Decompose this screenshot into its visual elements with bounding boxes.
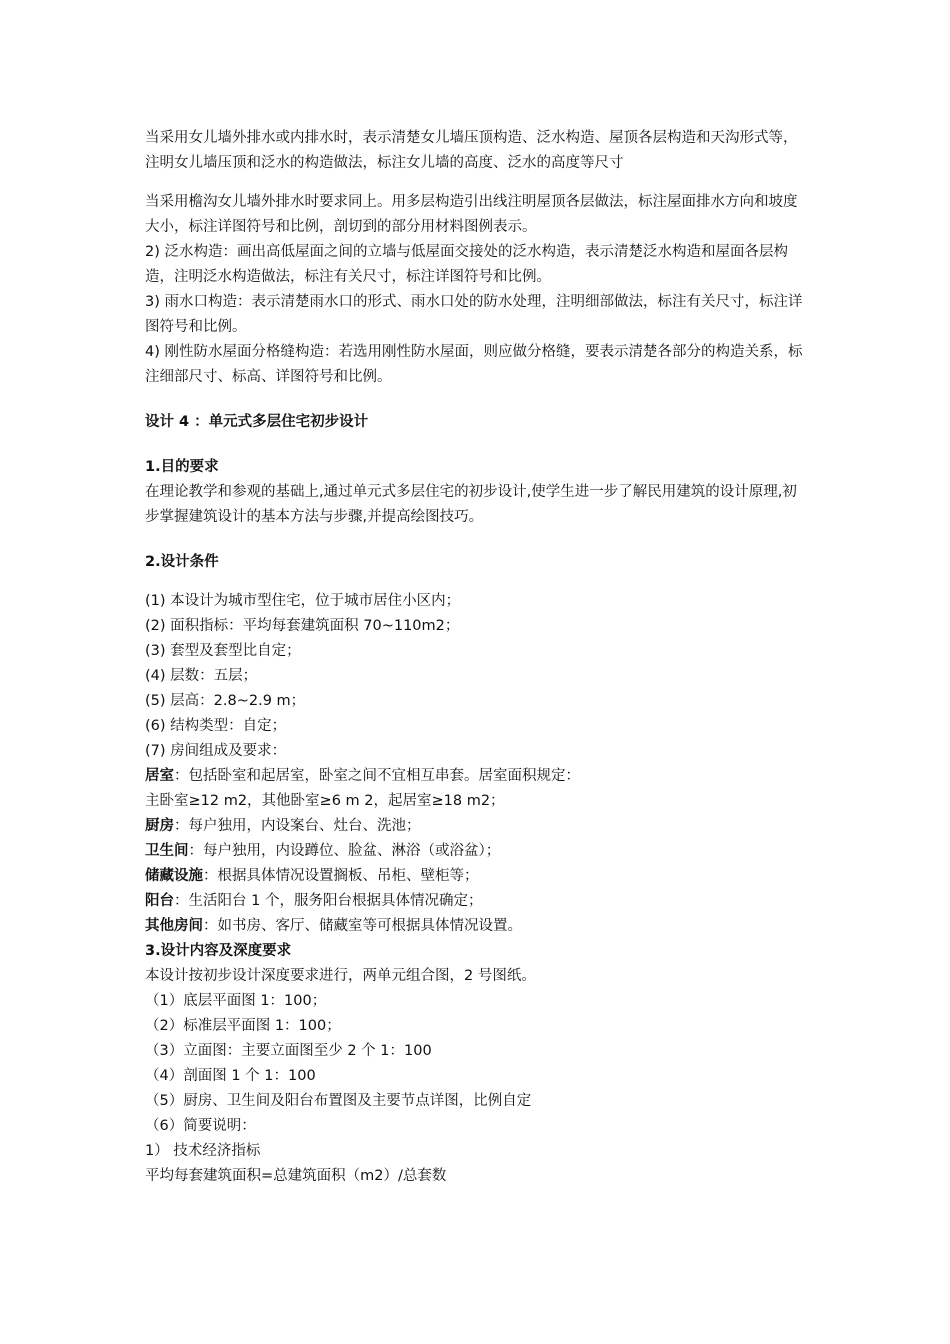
conditions-list (145, 589, 810, 764)
condition-item: (1) 本设计为城市型住宅，位于城市居住小区内； (145, 593, 461, 609)
item-rain-outlet: 3) 雨水口构造：表示清楚雨水口的形式、雨水口处的防水处理，注明细部做法，标注有关尺寸，标注详图符号和比例。 (145, 294, 803, 335)
room-label: 厨房 (145, 818, 174, 834)
section-3-line: 本设计按初步设计深度要求进行，两单元组合图，2 号图纸。 (145, 968, 536, 984)
room-text: ：如书房、客厅、储藏室等可根据具体情况设置。 (203, 918, 522, 934)
item-flashing: 2) 泛水构造：画出高低屋面之间的立墙与低屋面交接处的泛水构造，表示清楚泛水构造和屋面各层构造，注明泛水构造做法，标注有关尺寸，标注详图符号和比例。 (145, 244, 788, 285)
paragraph-gutter-drainage: 当采用檐沟女儿墙外排水时要求同上。用多层构造引出线注明屋顶各层做法，标注屋面排水方向和坡度大小，标注详图符号和比例，剖切到的部分用材料图例表示。 (145, 194, 798, 235)
condition-item: (4) 层数：五层； (145, 668, 258, 684)
condition-item: (3) 套型及套型比自定； (145, 643, 301, 659)
section-3-line: （6）简要说明： (145, 1118, 256, 1134)
section-3-title: 3.设计内容及深度要求 (145, 943, 292, 959)
room-other (145, 914, 810, 939)
room-living-area: 主卧室≥12 m2，其他卧室≥6 m 2，起居室≥18 m2； (145, 793, 505, 809)
condition-item: (5) 层高：2.8~2.9 m； (145, 693, 306, 709)
room-text: ：生活阳台 1 个，服务阳台根据具体情况确定； (174, 893, 483, 909)
section-3-line: （3）立面图：主要立面图至少 2 个 1：100 (145, 1043, 432, 1059)
item-rigid-roof: 4) 刚性防水屋面分格缝构造：若选用刚性防水屋面，则应做分格缝，要表示清楚各部分的构造关系，标注细部尺寸、标高、详图符号和比例。 (145, 344, 803, 385)
condition-item: (6) 结构类型：自定； (145, 718, 287, 734)
room-living (145, 764, 810, 789)
design-title: 设计 4 ：单元式多层住宅初步设计 (145, 414, 369, 430)
room-storage (145, 864, 810, 889)
room-label: 居室 (145, 768, 174, 784)
room-bathroom (145, 839, 810, 864)
section-3-line: （5）厨房、卫生间及阳台布置图及主要节点详图，比例自定 (145, 1093, 532, 1109)
room-text: ：包括卧室和起居室，卧室之间不宜相互串套。居室面积规定： (174, 768, 580, 784)
room-balcony (145, 889, 810, 914)
section-3-line: （4）剖面图 1 个 1：100 (145, 1068, 316, 1084)
section-3-line: （1）底层平面图 1：100； (145, 993, 327, 1009)
room-label: 其他房间 (145, 918, 203, 934)
section-3-line: 平均每套建筑面积=总建筑面积（m2）/总套数 (145, 1168, 447, 1184)
condition-item: (2) 面积指标：平均每套建筑面积 70~110m2； (145, 618, 460, 634)
paragraph-parapet-drainage: 当采用女儿墙外排水或内排水时，表示清楚女儿墙压顶构造、泛水构造、屋顶各层构造和天沟形式等，注明女儿墙压顶和泛水的构造做法，标注女儿墙的高度、泛水的高度等尺寸 (145, 130, 798, 171)
document-page (145, 126, 810, 1189)
condition-item: (7) 房间组成及要求： (145, 743, 287, 759)
room-text: ：每户独用，内设案台、灶台、洗池； (174, 818, 421, 834)
room-text: ：每户独用，内设蹲位、脸盆、淋浴（或浴盆）； (188, 843, 501, 859)
section-3-line: 1） 技术经济指标 (145, 1143, 261, 1159)
room-kitchen (145, 814, 810, 839)
section-1-body: 在理论教学和参观的基础上,通过单元式多层住宅的初步设计,使学生进一步了解民用建筑的设计原理,初步掌握建筑设计的基本方法与步骤,并提高绘图技巧。 (145, 484, 797, 525)
section-3-line: （2）标准层平面图 1：100； (145, 1018, 341, 1034)
room-text: ：根据具体情况设置搁板、吊柜、壁柜等； (203, 868, 479, 884)
room-label: 储藏设施 (145, 868, 203, 884)
room-label: 卫生间 (145, 843, 189, 859)
section-2-title: 2.设计条件 (145, 554, 219, 570)
section-1-title: 1.目的要求 (145, 459, 219, 475)
room-label: 阳台 (145, 893, 174, 909)
